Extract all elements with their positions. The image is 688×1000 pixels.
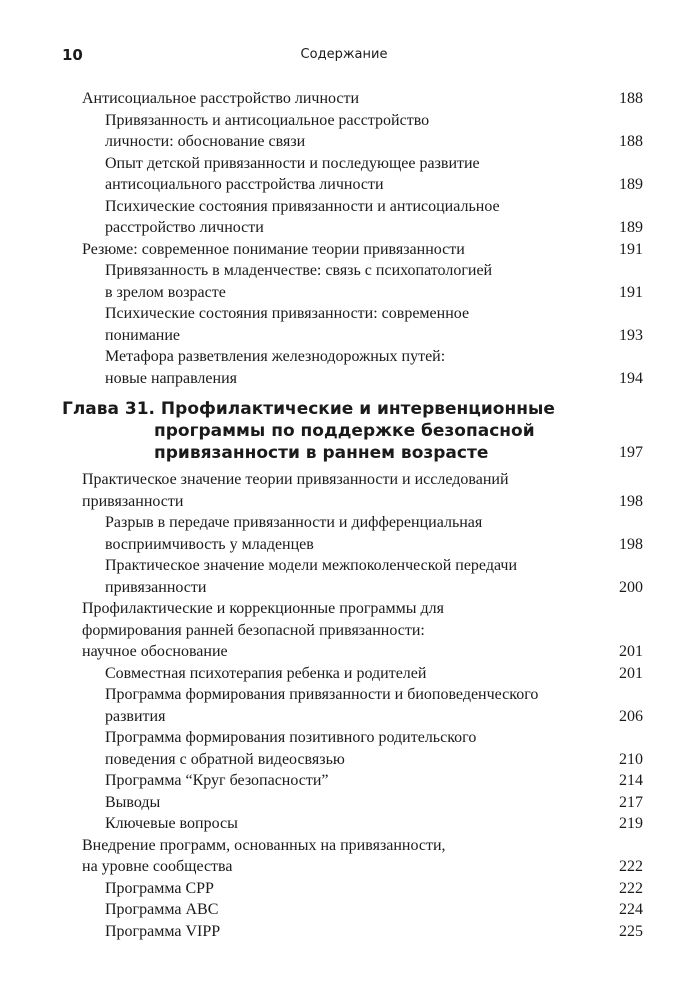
toc-entry-title-line: Практическое значение модели межпоколенческой передачи [105, 557, 518, 574]
toc-entry-title [105, 684, 583, 727]
toc-entry-title [105, 512, 583, 555]
toc-entry-title [105, 727, 583, 770]
toc-entry-title-line: Психические состояния привязанности: современное [105, 305, 470, 322]
toc-entry-title [105, 153, 583, 196]
toc-entry-title-line: Внедрение программ, основанных на привязанности, [82, 836, 446, 854]
toc-page-number: 189 [619, 176, 643, 193]
toc-entry-title [105, 110, 583, 153]
toc-entry-title-line: в зрелом возрасте [105, 283, 226, 301]
toc-entry-title-line: Совместная психотерапия ребенка и родителей [105, 664, 427, 682]
toc-section-entry [0, 598, 688, 663]
toc-page-number: 201 [619, 664, 643, 682]
toc-entry-title-line: антисоциального расстройства личности [105, 176, 384, 193]
toc-entry-title [105, 303, 583, 346]
toc-subsection-entry [0, 110, 688, 153]
toc-subsection-entry [0, 684, 688, 727]
toc-entry-title-line: Метафора разветвления железнодорожных путей: [105, 348, 446, 365]
toc-entry-title [105, 770, 583, 792]
toc-entry-title [105, 663, 583, 685]
toc-entry-title-line: Разрыв в передаче привязанности и дифференциальная [105, 514, 483, 531]
toc-subsection-entry [0, 770, 688, 792]
toc-subsection-entry [0, 663, 688, 685]
toc-subsection-entry [0, 921, 688, 943]
toc-subsection-entry [0, 555, 688, 598]
chapter-page-number: 197 [619, 444, 643, 461]
toc-entry-title-line: Привязанность в младенчестве: связь с психопатологией [105, 262, 493, 279]
toc-page-number: 194 [619, 369, 643, 387]
toc-entry-title-line: привязанности [82, 492, 184, 510]
toc-entry-title-line: на уровне сообщества [82, 858, 233, 875]
toc-entry-title-line: Программа ABC [105, 901, 219, 918]
toc-entry-title [82, 598, 583, 663]
toc-entry-title [105, 260, 583, 303]
toc-section-entry [0, 469, 688, 512]
toc-entry-title [105, 813, 583, 835]
toc-entry-title [105, 921, 583, 943]
toc-subsection-entry [0, 899, 688, 921]
toc-entry-title [82, 835, 583, 878]
toc-page-number: 188 [619, 90, 643, 107]
toc-section-entry [0, 88, 688, 110]
toc-page-number: 214 [619, 772, 643, 789]
toc-entry-title-line: формирования ранней безопасной привязанности: [82, 621, 425, 639]
toc-subsection-entry [0, 813, 688, 835]
toc-entry-title-line: Программа CPP [105, 879, 214, 897]
toc-page-number: 188 [619, 133, 643, 150]
toc-entry-title-line: Программа формирования позитивного родительского [105, 729, 477, 746]
toc-section-entry [0, 835, 688, 878]
toc-section-before [0, 88, 688, 389]
toc-entry-title [82, 239, 583, 261]
toc-entry-title-line: понимание [105, 326, 181, 344]
toc-subsection-entry [0, 260, 688, 303]
toc-page-number: 200 [619, 578, 643, 596]
toc-page-number: 222 [619, 858, 643, 875]
toc-entry-title-line: научное обоснование [82, 643, 228, 660]
toc-subsection-entry [0, 727, 688, 770]
toc-entry-title-line: Программа формирования привязанности и биоповеденческого [105, 686, 539, 703]
toc-subsection-entry [0, 196, 688, 239]
chapter-heading [0, 398, 688, 464]
toc-entry-title-line: восприимчивость у младенцев [105, 535, 314, 553]
toc-page-number: 201 [619, 643, 643, 660]
toc-subsection-entry [0, 153, 688, 196]
toc-entry-title-line: новые направления [105, 369, 237, 387]
chapter-title-line: привязанности в раннем возрасте [154, 443, 489, 463]
toc-subsection-entry [0, 346, 688, 389]
toc-entry-title-line: Ключевые вопросы [105, 815, 238, 832]
toc-section-entry [0, 239, 688, 261]
toc-entry-title-line: Программа “Круг безопасности” [105, 772, 329, 789]
running-title: Содержание [300, 47, 388, 62]
toc-section-after [0, 469, 688, 942]
toc-page-number: 224 [619, 901, 643, 918]
toc-page-number: 189 [619, 219, 643, 236]
chapter-title-line: программы по поддержке безопасной [154, 421, 535, 441]
page-header [0, 46, 688, 68]
toc-page-number: 206 [619, 707, 643, 725]
toc-subsection-entry [0, 512, 688, 555]
toc-entry-title [105, 792, 583, 814]
table-of-contents [0, 88, 688, 942]
toc-page-number: 210 [619, 750, 643, 768]
toc-entry-title-line: личности: обоснование связи [105, 133, 306, 150]
toc-entry-title [82, 469, 583, 512]
toc-entry-title-line: Привязанность и антисоциальное расстройство [105, 111, 430, 129]
toc-page-number: 193 [619, 326, 643, 344]
toc-entry-title [105, 899, 583, 921]
toc-entry-title-line: Программа VIPP [105, 922, 221, 940]
toc-entry-title-line: поведения с обратной видеосвязью [105, 750, 345, 768]
toc-entry-title-line: привязанности [105, 578, 207, 596]
toc-page-number: 198 [619, 492, 643, 510]
toc-entry-title-line: развития [105, 707, 166, 725]
toc-page-number: 219 [619, 815, 643, 832]
toc-entry-title [105, 196, 583, 239]
toc-page-number: 222 [619, 879, 643, 897]
toc-entry-title-line: Психические состояния привязанности и антисоциальное [105, 197, 500, 215]
page-number: 10 [62, 46, 83, 64]
toc-page-number: 225 [619, 922, 643, 940]
toc-page-number: 198 [619, 535, 643, 553]
toc-page-number: 191 [619, 283, 643, 301]
toc-page-number: 217 [619, 793, 643, 811]
toc-entry-title [105, 878, 583, 900]
toc-entry-title [105, 555, 583, 598]
toc-entry-title-line: Профилактические и коррекционные программы для [82, 600, 444, 617]
chapter-title-line: Глава 31. Профилактические и интервенционные [62, 399, 555, 419]
toc-subsection-entry [0, 792, 688, 814]
toc-subsection-entry [0, 878, 688, 900]
toc-entry-title-line: Антисоциальное расстройство личности [82, 90, 360, 107]
toc-entry-title-line: Опыт детской привязанности и последующее развитие [105, 154, 480, 172]
toc-entry-title-line: Резюме: современное понимание теории привязанности [82, 240, 465, 258]
toc-subsection-entry [0, 303, 688, 346]
toc-entry-title-line: расстройство личности [105, 219, 264, 236]
toc-entry-title [105, 346, 583, 389]
toc-entry-title-line: Практическое значение теории привязанности и исследований [82, 471, 509, 488]
toc-entry-title [82, 88, 583, 110]
toc-entry-title-line: Выводы [105, 793, 161, 811]
toc-page-number: 191 [619, 240, 643, 258]
